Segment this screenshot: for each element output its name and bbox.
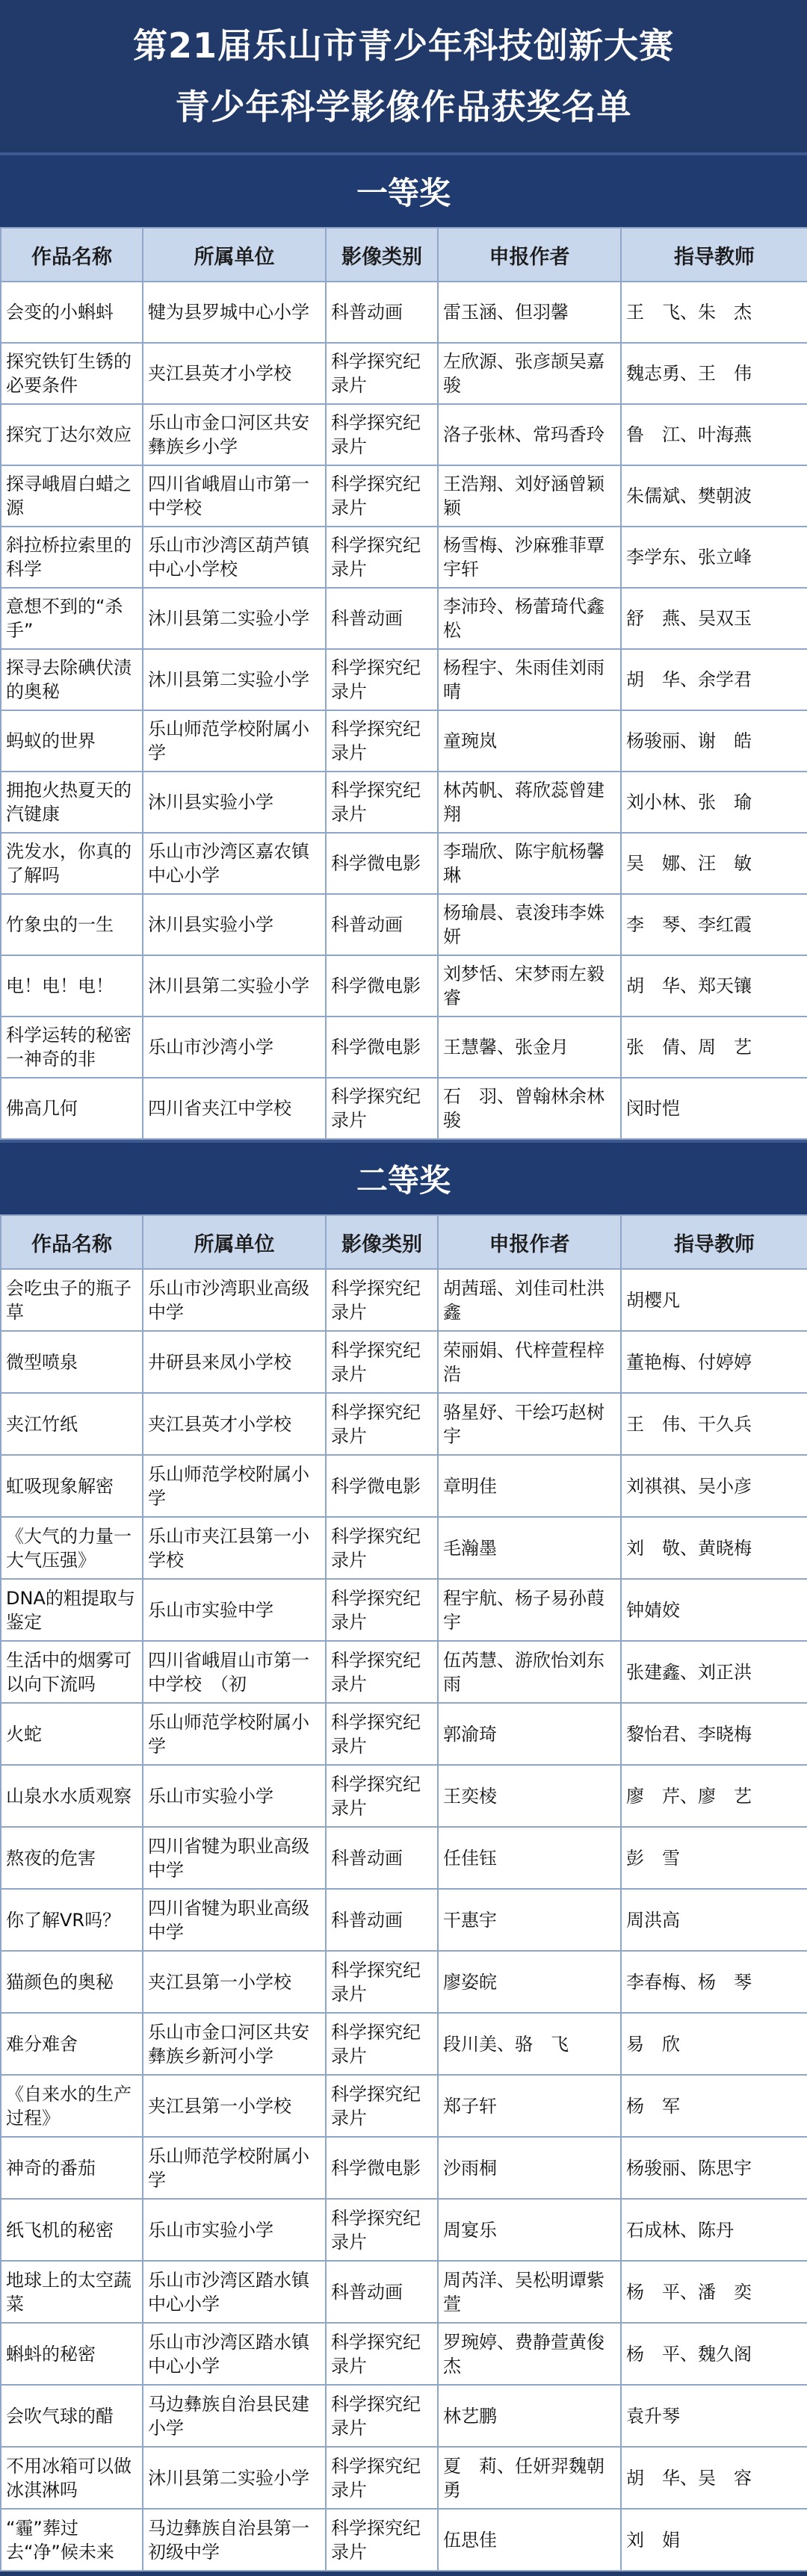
table-cell: 火蛇 (1, 1703, 143, 1765)
table-cell: 科学探究纪录片 (326, 772, 438, 833)
award-level-heading: 二等奖 (0, 1140, 807, 1214)
table-cell: 杨骏丽、谢 皓 (621, 710, 807, 772)
table-row (1, 1017, 807, 1078)
table-cell: 闵时恺 (621, 1078, 807, 1139)
table-cell: 李沛玲、杨蕾琦代鑫松 (438, 588, 621, 649)
table-cell: 程宇航、杨子易孙葭宇 (438, 1579, 621, 1641)
table-cell: 科学探究纪录片 (326, 710, 438, 772)
table-cell: 科普动画 (326, 1889, 438, 1951)
table-cell: 骆星妤、干绘巧赵树宇 (438, 1393, 621, 1455)
table-cell: 段川美、骆 飞 (438, 2013, 621, 2075)
table-cell: 杨瑜晨、袁浚玮李姝妍 (438, 894, 621, 955)
table-cell: 鲁 江、叶海燕 (621, 404, 807, 465)
table-row (1, 2137, 807, 2199)
table-cell: 科学探究纪录片 (326, 1517, 438, 1579)
table-cell: 微型喷泉 (1, 1331, 143, 1393)
table-cell: 任佳钰 (438, 1827, 621, 1889)
table-cell: 洗发水，你真的了解吗 (1, 833, 143, 894)
table-row (1, 404, 807, 465)
table-row (1, 833, 807, 894)
table-header-row (1, 1215, 807, 1269)
table-cell: 黎怡君、李晓梅 (621, 1703, 807, 1765)
table-cell: 荣丽娟、代梓萱程梓浩 (438, 1331, 621, 1393)
table-cell: 胡 华、吴 容 (621, 2447, 807, 2509)
table-cell: 科学探究纪录片 (326, 2323, 438, 2385)
table-cell: 洛子张林、常玛香玲 (438, 404, 621, 465)
table-cell: 伍思佳 (438, 2509, 621, 2571)
table-cell: 夹江县英才小学校 (143, 343, 326, 404)
table-cell: 探寻去除碘伏渍的奥秘 (1, 649, 143, 710)
table-cell: 乐山师范学校附属小学 (143, 1455, 326, 1517)
table-cell: 马边彝族自治县民建小学 (143, 2385, 326, 2447)
column-header: 申报作者 (438, 1215, 621, 1269)
table-cell: 科学探究纪录片 (326, 1393, 438, 1455)
table-cell: 会吹气球的醋 (1, 2385, 143, 2447)
table-cell: 四川省峨眉山市第一中学校 (143, 465, 326, 527)
table-row (1, 1579, 807, 1641)
table-cell: 刘梦恬、宋梦雨左毅睿 (438, 955, 621, 1017)
table-cell: 王浩翔、刘妤涵曾颖颖 (438, 465, 621, 527)
table-cell: 探究丁达尔效应 (1, 404, 143, 465)
table-cell: 科学探究纪录片 (326, 343, 438, 404)
table-row (1, 649, 807, 710)
table-cell: 意想不到的“杀手” (1, 588, 143, 649)
column-header: 作品名称 (1, 1215, 143, 1269)
table-cell: 四川省犍为职业高级中学 (143, 1889, 326, 1951)
column-header: 申报作者 (438, 228, 621, 282)
table-cell: 沙雨桐 (438, 2137, 621, 2199)
column-header: 影像类别 (326, 228, 438, 282)
table-cell: 夹江县英才小学校 (143, 1393, 326, 1455)
table-cell: 科普动画 (326, 894, 438, 955)
column-header: 作品名称 (1, 228, 143, 282)
table-cell: 易 欣 (621, 2013, 807, 2075)
table-cell: 山泉水水质观察 (1, 1765, 143, 1827)
table-row (1, 1703, 807, 1765)
table-cell: 科学探究纪录片 (326, 2509, 438, 2571)
table-row (1, 772, 807, 833)
table-cell: 竹象虫的一生 (1, 894, 143, 955)
table-cell: 石成林、陈丹 (621, 2199, 807, 2261)
table-cell: 魏志勇、王 伟 (621, 343, 807, 404)
table-cell: 科学探究纪录片 (326, 1641, 438, 1703)
table-row (1, 1641, 807, 1703)
table-row (1, 1078, 807, 1139)
table-cell: 沐川县第二实验小学 (143, 955, 326, 1017)
table-cell: 林芮帆、蒋欣蕊曾建翔 (438, 772, 621, 833)
table-cell: 科学探究纪录片 (326, 1765, 438, 1827)
table-cell: 会吃虫子的瓶子草 (1, 1269, 143, 1331)
table-row (1, 282, 807, 343)
table-cell: 雷玉涵、但羽馨 (438, 282, 621, 343)
table-cell: 科普动画 (326, 282, 438, 343)
table-cell: 干惠宇 (438, 1889, 621, 1951)
table-cell: 李瑞欣、陈宇航杨馨琳 (438, 833, 621, 894)
table-row (1, 2509, 807, 2571)
table-cell: 科学探究纪录片 (326, 649, 438, 710)
table-cell: 科学探究纪录片 (326, 1269, 438, 1331)
table-cell: 周洪高 (621, 1889, 807, 1951)
table-cell: 马边彝族自治县第一初级中学 (143, 2509, 326, 2571)
table-cell: 乐山师范学校附属小学 (143, 710, 326, 772)
table-cell: 董艳梅、付婷婷 (621, 1331, 807, 1393)
table-cell: 刘小林、张 瑜 (621, 772, 807, 833)
table-cell: 李 琴、李红霞 (621, 894, 807, 955)
table-cell: 科学探究纪录片 (326, 404, 438, 465)
table-cell: 杨骏丽、陈思宇 (621, 2137, 807, 2199)
table-row (1, 2075, 807, 2137)
column-header: 所属单位 (143, 228, 326, 282)
table-cell: 科学探究纪录片 (326, 465, 438, 527)
table-row (1, 1827, 807, 1889)
table-cell: 科普动画 (326, 588, 438, 649)
table-cell: 郭渝琦 (438, 1703, 621, 1765)
table-cell: 科学探究纪录片 (326, 2199, 438, 2261)
table-row (1, 1889, 807, 1951)
table-cell: 不用冰箱可以做冰淇淋吗 (1, 2447, 143, 2509)
table-row (1, 588, 807, 649)
table-cell: 胡 华、郑天镶 (621, 955, 807, 1017)
column-header: 指导教师 (621, 228, 807, 282)
table-cell: 毛瀚墨 (438, 1517, 621, 1579)
table-cell: 犍为县罗城中心小学 (143, 282, 326, 343)
award-sections (0, 152, 807, 2572)
table-cell: 猫颜色的奥秘 (1, 1951, 143, 2013)
table-cell: 沐川县第二实验小学 (143, 2447, 326, 2509)
table-cell: 张建鑫、刘正洪 (621, 1641, 807, 1703)
table-cell: 乐山市沙湾区踏水镇中心小学 (143, 2261, 326, 2323)
table-row (1, 1269, 807, 1331)
table-cell: 科学微电影 (326, 1017, 438, 1078)
table-cell: 乐山市实验小学 (143, 2199, 326, 2261)
table-cell: 沐川县实验小学 (143, 772, 326, 833)
table-cell: 夹江县第一小学校 (143, 2075, 326, 2137)
table-row (1, 955, 807, 1017)
table-cell: 电！电！电！ (1, 955, 143, 1017)
table-cell: 探究铁钉生锈的必要条件 (1, 343, 143, 404)
table-cell: 科学探究纪录片 (326, 1078, 438, 1139)
table-cell: 乐山市沙湾区踏水镇中心小学 (143, 2323, 326, 2385)
table-cell: 石 羽、曾翰林余林骏 (438, 1078, 621, 1139)
table-cell: 朱儒斌、樊朝波 (621, 465, 807, 527)
table-cell: 科普动画 (326, 2261, 438, 2323)
table-cell: 胡 华、余学君 (621, 649, 807, 710)
table-cell: 乐山师范学校附属小学 (143, 1703, 326, 1765)
table-cell: 乐山市沙湾小学 (143, 1017, 326, 1078)
sub-title: 青少年科学影像作品获奖名单 (175, 87, 632, 127)
table-cell: 杨 军 (621, 2075, 807, 2137)
table-cell: 科学探究纪录片 (326, 1951, 438, 2013)
table-cell: 斜拉桥拉索里的科学 (1, 527, 143, 588)
table-cell: 科学微电影 (326, 833, 438, 894)
table-cell: 舒 燕、吴双玉 (621, 588, 807, 649)
table-cell: 罗琬婷、费静萱黄俊杰 (438, 2323, 621, 2385)
table-cell: 章明佳 (438, 1455, 621, 1517)
table-cell: 地球上的太空蔬菜 (1, 2261, 143, 2323)
table-row (1, 1455, 807, 1517)
table-cell: 沐川县第二实验小学 (143, 588, 326, 649)
table-cell: 吴 娜、汪 敏 (621, 833, 807, 894)
title-banner (0, 0, 807, 152)
table-row (1, 1765, 807, 1827)
table-cell: 杨 平、潘 奕 (621, 2261, 807, 2323)
table-cell: 胡茜瑶、刘佳司杜洪鑫 (438, 1269, 621, 1331)
table-cell: 张 倩、周 艺 (621, 1017, 807, 1078)
table-cell: 乐山市实验中学 (143, 1579, 326, 1641)
table-row (1, 527, 807, 588)
table-row (1, 1517, 807, 1579)
table-cell: 廖 芹、廖 艺 (621, 1765, 807, 1827)
table-row (1, 1331, 807, 1393)
table-cell: 乐山市沙湾区嘉农镇中心小学 (143, 833, 326, 894)
table-cell: 伍芮慧、游欣怡刘东雨 (438, 1641, 621, 1703)
table-cell: 李学东、张立峰 (621, 527, 807, 588)
table-cell: 探寻峨眉白蜡之源 (1, 465, 143, 527)
table-cell: 佛高几何 (1, 1078, 143, 1139)
table-row (1, 2261, 807, 2323)
table-cell: 乐山市金口河区共安彝族乡小学 (143, 404, 326, 465)
table-cell: 你了解VR吗？ (1, 1889, 143, 1951)
award-table (0, 227, 807, 1140)
table-cell: 林艺鹏 (438, 2385, 621, 2447)
table-cell: 杨 平、魏久阁 (621, 2323, 807, 2385)
table-cell: 胡樱凡 (621, 1269, 807, 1331)
table-cell: 乐山市夹江县第一小学校 (143, 1517, 326, 1579)
table-cell: 科学探究纪录片 (326, 1703, 438, 1765)
table-cell: 乐山市沙湾职业高级中学 (143, 1269, 326, 1331)
table-cell: 《自来水的生产过程》 (1, 2075, 143, 2137)
table-row (1, 1393, 807, 1455)
table-row (1, 343, 807, 404)
table-cell: 难分难舍 (1, 2013, 143, 2075)
table-cell: 郑子轩 (438, 2075, 621, 2137)
column-header: 影像类别 (326, 1215, 438, 1269)
table-row (1, 2199, 807, 2261)
table-cell: 蝌蚪的秘密 (1, 2323, 143, 2385)
table-cell: 科学探究纪录片 (326, 2075, 438, 2137)
table-cell: 沐川县第二实验小学 (143, 649, 326, 710)
table-cell: 蚂蚁的世界 (1, 710, 143, 772)
table-cell: 王 伟、干久兵 (621, 1393, 807, 1455)
award-table (0, 1214, 807, 2572)
table-cell: 四川省犍为职业高级中学 (143, 1827, 326, 1889)
table-cell: 科学探究纪录片 (326, 1579, 438, 1641)
table-cell: 童琬岚 (438, 710, 621, 772)
table-cell: 王奕棱 (438, 1765, 621, 1827)
table-cell: 科学微电影 (326, 2137, 438, 2199)
table-cell: 夹江县第一小学校 (143, 1951, 326, 2013)
table-row (1, 2385, 807, 2447)
table-cell: 熬夜的危害 (1, 1827, 143, 1889)
table-cell: 刘祺祺、吴小彦 (621, 1455, 807, 1517)
column-header: 指导教师 (621, 1215, 807, 1269)
table-cell: 沐川县实验小学 (143, 894, 326, 955)
table-cell: 科学探究纪录片 (326, 2013, 438, 2075)
table-cell: 左欣源、张彦颉吴嘉骏 (438, 343, 621, 404)
table-cell: 四川省夹江中学校 (143, 1078, 326, 1139)
table-cell: 科学探究纪录片 (326, 2447, 438, 2509)
table-row (1, 710, 807, 772)
column-header: 所属单位 (143, 1215, 326, 1269)
table-cell: 科学微电影 (326, 955, 438, 1017)
table-cell: 袁升琴 (621, 2385, 807, 2447)
award-level-heading: 一等奖 (0, 152, 807, 227)
table-cell: 科学探究纪录片 (326, 1331, 438, 1393)
table-cell: 彭 雪 (621, 1827, 807, 1889)
table-cell: 王 飞、朱 杰 (621, 282, 807, 343)
table-cell: 夏 莉、任妍羿魏朝勇 (438, 2447, 621, 2509)
table-cell: 科普动画 (326, 1827, 438, 1889)
table-cell: 王慧馨、张金月 (438, 1017, 621, 1078)
table-cell: 科学探究纪录片 (326, 527, 438, 588)
table-cell: DNA的粗提取与鉴定 (1, 1579, 143, 1641)
main-title: 第21届乐山市青少年科技创新大赛 (132, 25, 674, 66)
table-cell: 乐山市实验小学 (143, 1765, 326, 1827)
table-cell: 科学探究纪录片 (326, 2385, 438, 2447)
table-cell: 科学微电影 (326, 1455, 438, 1517)
table-row (1, 894, 807, 955)
table-cell: 拥抱火热夏天的汽键康 (1, 772, 143, 833)
table-cell: 杨雪梅、沙麻雅菲覃宇轩 (438, 527, 621, 588)
table-cell: 神奇的番茄 (1, 2137, 143, 2199)
table-row (1, 1951, 807, 2013)
table-row (1, 2323, 807, 2385)
table-cell: “霾”葬过去“净”候未来 (1, 2509, 143, 2571)
table-cell: 钟婧姣 (621, 1579, 807, 1641)
table-cell: 生活中的烟雾可以向下流吗 (1, 1641, 143, 1703)
table-header-row (1, 228, 807, 282)
table-cell: 李春梅、杨 琴 (621, 1951, 807, 2013)
table-cell: 四川省峨眉山市第一中学校 （初 (143, 1641, 326, 1703)
table-cell: 夹江竹纸 (1, 1393, 143, 1455)
table-cell: 乐山师范学校附属小学 (143, 2137, 326, 2199)
table-row (1, 2447, 807, 2509)
table-cell: 纸飞机的秘密 (1, 2199, 143, 2261)
table-row (1, 2013, 807, 2075)
table-cell: 周宴乐 (438, 2199, 621, 2261)
table-cell: 乐山市金口河区共安彝族乡新河小学 (143, 2013, 326, 2075)
table-row (1, 465, 807, 527)
table-cell: 虹吸现象解密 (1, 1455, 143, 1517)
table-cell: 会变的小蝌蚪 (1, 282, 143, 343)
table-cell: 刘 敬、黄晓梅 (621, 1517, 807, 1579)
table-cell: 《大气的力量一大气压强》 (1, 1517, 143, 1579)
table-cell: 井研县来凤小学校 (143, 1331, 326, 1393)
table-cell: 廖姿皖 (438, 1951, 621, 2013)
table-cell: 刘 娟 (621, 2509, 807, 2571)
table-cell: 乐山市沙湾区葫芦镇中心小学校 (143, 527, 326, 588)
table-cell: 杨程宇、朱雨佳刘雨晴 (438, 649, 621, 710)
table-cell: 科学运转的秘密一神奇的非 (1, 1017, 143, 1078)
table-cell: 周芮洋、吴松明谭紫萱 (438, 2261, 621, 2323)
